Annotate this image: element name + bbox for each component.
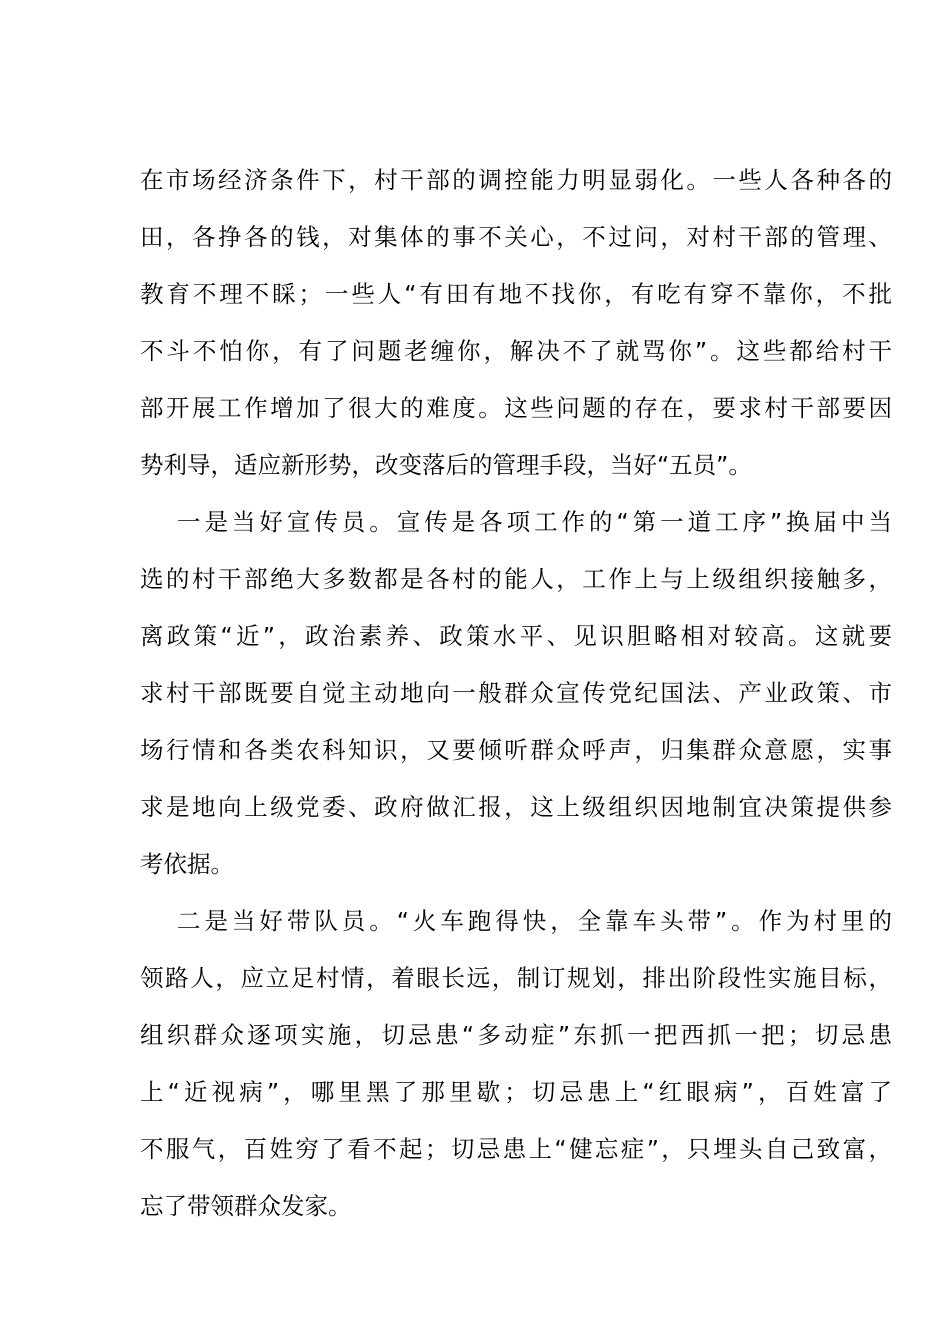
text-line: 教育不理不睬；一些人“有田有地不找你，有吃有穿不靠你，不批	[140, 280, 892, 308]
text-line: 离政策“近”，政治素养、政策水平、见识胆略相对较高。这就要	[140, 622, 892, 650]
text-line: 田，各挣各的钱，对集体的事不关心，不过问，对村干部的管理、	[140, 223, 892, 251]
paragraph-2	[140, 494, 892, 893]
text-line: 选的村干部绝大多数都是各村的能人，工作上与上级组织接触多，	[140, 565, 892, 593]
text-line: 不斗不怕你，有了问题老缠你，解决不了就骂你”。这些都给村干	[140, 337, 892, 365]
text-line: 不服气，百姓穷了看不起；切忌患上“健忘症”，只埋头自己致富，	[140, 1135, 892, 1163]
text-line: 组织群众逐项实施，切忌患“多动症”东抓一把西抓一把；切忌患	[140, 1021, 892, 1049]
text-line: 二是当好带队员。“火车跑得快，全靠车头带”。作为村里的	[177, 907, 892, 935]
text-line: 上“近视病”，哪里黑了那里歇；切忌患上“红眼病”，百姓富了	[140, 1078, 892, 1106]
text-line: 在市场经济条件下，村干部的调控能力明显弱化。一些人各种各的	[140, 166, 892, 194]
paragraph-1	[140, 152, 892, 494]
text-line: 势利导，适应新形势，改变落后的管理手段，当好“五员”。	[140, 451, 752, 479]
text-line: 求是地向上级党委、政府做汇报，这上级组织因地制宜决策提供参	[140, 793, 892, 821]
body-text	[140, 152, 892, 1235]
text-line: 领路人，应立足村情，着眼长远，制订规划，排出阶段性实施目标，	[140, 964, 892, 992]
text-line: 部开展工作增加了很大的难度。这些问题的存在，要求村干部要因	[140, 394, 892, 422]
text-line: 忘了带领群众发家。	[140, 1192, 352, 1220]
paragraph-3	[140, 893, 892, 1235]
text-line: 考依据。	[140, 850, 234, 878]
text-line: 场行情和各类农科知识，又要倾听群众呼声，归集群众意愿，实事	[140, 736, 892, 764]
text-line: 一是当好宣传员。宣传是各项工作的“第一道工序”换届中当	[177, 508, 892, 536]
text-line: 求村干部既要自觉主动地向一般群众宣传党纪国法、产业政策、市	[140, 679, 892, 707]
